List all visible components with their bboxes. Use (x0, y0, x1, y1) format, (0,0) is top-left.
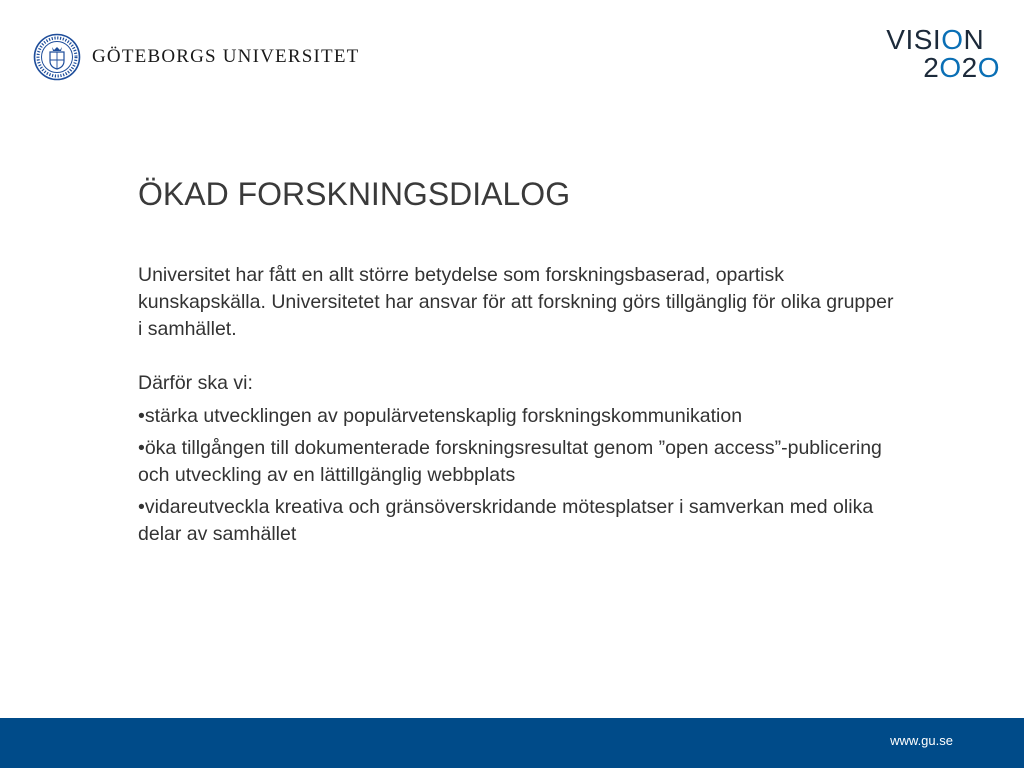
bullet-item: •stärka utvecklingen av populärvetenskaplig forskningskommunikation (138, 405, 743, 427)
year-accent: O (939, 52, 962, 83)
year-digit-2: 2 (961, 52, 978, 83)
footer-url: www.gu.se (890, 733, 953, 748)
vision-logo-line1 (886, 26, 1000, 54)
year-digit: 2 (923, 52, 940, 83)
lead-text: Därför ska vi: (138, 372, 253, 394)
university-seal-icon (33, 33, 81, 81)
slide-title: ÖKAD FORSKNINGSDIALOG (138, 176, 571, 212)
vision-text-end: N (963, 24, 985, 55)
footer-bar (0, 718, 1024, 768)
year-accent-2: O (977, 52, 1000, 83)
university-logo (33, 33, 359, 81)
intro-paragraph: Universitet har fått en allt större betydelse som forskningsbaserad, opartisk kunskapskälla. Universitetet har ansvar för att forskning görs tillgänglig för olika grupper i samhället. (138, 264, 894, 340)
vision-accent: O (941, 24, 964, 55)
vision-2020-logo (886, 26, 1000, 82)
slide-body (138, 262, 898, 553)
bullet-item: •öka tillgången till dokumenterade forskningsresultat genom ”open access”-publicering och utveckling av en lättillgänglig webbplats (138, 437, 882, 486)
vision-logo-line2 (886, 54, 1000, 82)
university-name: GÖTEBORGS UNIVERSITET (92, 46, 360, 67)
bullet-item: •vidareutveckla kreativa och gränsöverskridande mötesplatser i samverkan med olika delar av samhället (138, 496, 874, 545)
vision-text: VISI (886, 24, 942, 55)
